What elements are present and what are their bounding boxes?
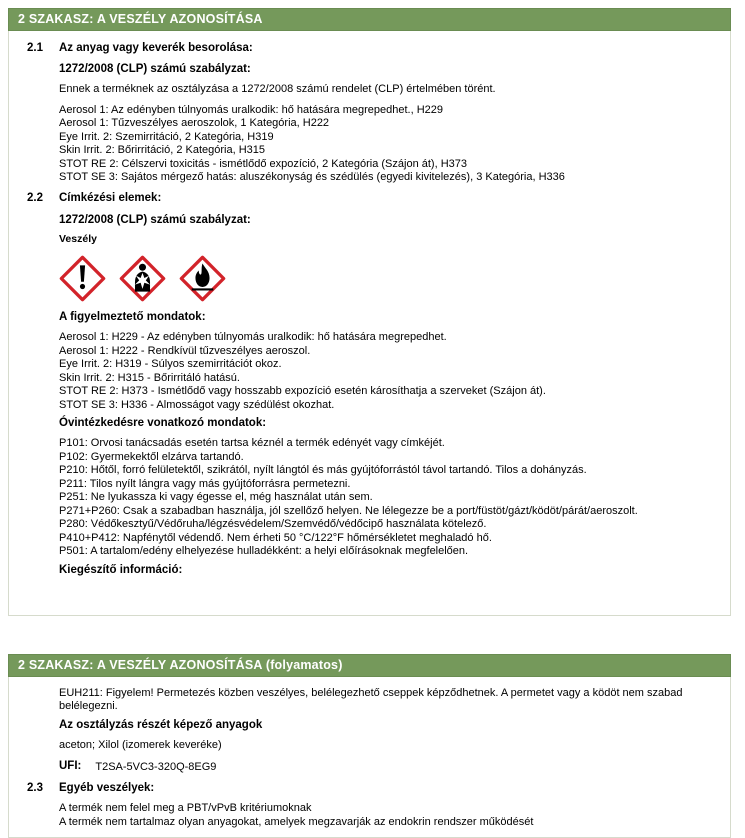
hazard-statement-line: Skin Irrit. 2: H315 - Bőrirritáló hatású. xyxy=(59,372,720,386)
ufi-label: UFI: xyxy=(59,760,81,773)
hazard-statement-line: Aerosol 1: H229 - Az edényben túlnyomás uralkodik: hő hatására megrepedhet. xyxy=(59,331,720,345)
components-line: aceton; Xilol (izomerek keveréke) xyxy=(59,739,720,753)
classification-line: Skin Irrit. 2: Bőrirritáció, 2 Kategória, H315 xyxy=(59,144,720,158)
hazard-statements-heading: A figyelmeztető mondatok: xyxy=(59,310,720,324)
classification-list xyxy=(59,104,720,185)
precautionary-statement-line: P251: Ne lyukassza ki vagy égesse el, még használat után sem. xyxy=(59,491,720,505)
section-hazard-identification-continued xyxy=(8,654,731,838)
section-header: 2 SZAKASZ: A VESZÉLY AZONOSÍTÁSA xyxy=(8,8,731,31)
ufi-value: T2SA-5VC3-320Q-8EG9 xyxy=(95,760,216,773)
components-heading: Az osztályzás részét képező anyagok xyxy=(59,718,720,732)
precautionary-statements-list xyxy=(59,437,720,559)
classification-line: Eye Irrit. 2: Szemirritáció, 2 Kategória, H319 xyxy=(59,131,720,145)
ghs02-flame-icon xyxy=(179,255,226,302)
ghs-pictograms xyxy=(59,255,720,302)
subsection-2-2 xyxy=(19,191,720,607)
precautionary-statement-line: P280: Védőkesztyű/Védőruha/légzésvédelem/Szemvédő/védőcipő használata kötelező. xyxy=(59,518,720,532)
regulation-subtitle: 1272/2008 (CLP) számú szabályzat: xyxy=(59,62,720,76)
precautionary-statement-line: P271+P260: Csak a szabadban használja, jól szellőző helyen. Ne lélegezze be a port/füstöt/gázt/ködöt/párát/aeroszolt. xyxy=(59,505,720,519)
subsection-number: 2.2 xyxy=(19,191,59,607)
subsection-title: Címkézési elemek: xyxy=(59,191,720,205)
other-hazard-line: A termék nem felel meg a PBT/vPvB kritériumoknak xyxy=(59,802,720,816)
classification-intro: Ennek a terméknek az osztályzása a 1272/2008 számú rendelet (CLP) értelmében törént. xyxy=(59,83,720,97)
supplemental-info-heading: Kiegészítő információ: xyxy=(59,563,720,577)
section-header: 2 SZAKASZ: A VESZÉLY AZONOSÍTÁSA (folyamatos) xyxy=(8,654,731,677)
other-hazards-list xyxy=(59,802,720,829)
ufi-row xyxy=(59,760,720,773)
classification-line: Aerosol 1: Tűzveszélyes aeroszolok, 1 Kategória, H222 xyxy=(59,117,720,131)
precautionary-statement-line: P101: Orvosi tanácsadás esetén tartsa kéznél a termék edényét vagy címkéjét. xyxy=(59,437,720,451)
subsection-number-spacer xyxy=(19,687,59,774)
hazard-statement-line: Aerosol 1: H222 - Rendkívül tűzveszélyes aeroszol. xyxy=(59,345,720,359)
precautionary-statements-heading: Óvintézkedésre vonatkozó mondatok: xyxy=(59,416,720,430)
hazard-statement-line: STOT SE 3: H336 - Almosságot vagy szédülést okozhat. xyxy=(59,399,720,413)
ghs08-health-hazard-icon xyxy=(119,255,166,302)
hazard-statements-list xyxy=(59,331,720,412)
empty-space xyxy=(59,577,720,607)
precautionary-statement-line: P102: Gyermekektől elzárva tartandó. xyxy=(59,451,720,465)
regulation-subtitle: 1272/2008 (CLP) számú szabályzat: xyxy=(59,213,720,227)
subsection-number: 2.1 xyxy=(19,41,59,185)
hazard-statement-line: STOT RE 2: H373 - Ismétlődő vagy hosszabb expozíció esetén károsíthatja a szerveket (Szájon át). xyxy=(59,385,720,399)
subsection-title: Egyéb veszélyek: xyxy=(59,781,720,795)
classification-line: STOT RE 2: Célszervi toxicitás - ismétlődő expozíció, 2 Kategória (Szájon át), H373 xyxy=(59,158,720,172)
subsection-2-1 xyxy=(19,41,720,185)
precautionary-statement-line: P210: Hőtől, forró felületektől, szikrától, nyílt lángtól és más gyújtóforrástól távol tartandó. Tilos a dohányzás. xyxy=(59,464,720,478)
euh-block xyxy=(19,687,720,774)
section-hazard-identification xyxy=(8,8,731,616)
euh-statement: EUH211: Figyelem! Permetezés közben veszélyes, belélegezhető cseppek képződhetnek. A permetet vagy a ködöt nem szabad belélegezni. xyxy=(59,687,720,714)
ghs07-exclamation-icon xyxy=(59,255,106,302)
other-hazard-line: A termék nem tartalmaz olyan anyagokat, amelyek megzavarják az endokrin rendszer működését xyxy=(59,816,720,830)
subsection-2-3 xyxy=(19,781,720,829)
section-body xyxy=(8,677,731,838)
classification-line: Aerosol 1: Az edényben túlnyomás uralkodik: hő hatására megrepedhet., H229 xyxy=(59,104,720,118)
hazard-statement-line: Eye Irrit. 2: H319 - Súlyos szemirritációt okoz. xyxy=(59,358,720,372)
subsection-number: 2.3 xyxy=(19,781,59,829)
precautionary-statement-line: P211: Tilos nyílt lángra vagy más gyújtóforrásra permetezni. xyxy=(59,478,720,492)
classification-line: STOT SE 3: Sajátos mérgező hatás: aluszékonyság és szédülés (egyedi kivitelezés), 3 Kategória, H336 xyxy=(59,171,720,185)
precautionary-statement-line: P501: A tartalom/edény elhelyezése hulladékként: a helyi előírásoknak megfelelően. xyxy=(59,545,720,559)
signal-word: Veszély xyxy=(59,233,720,247)
section-body xyxy=(8,31,731,616)
precautionary-statement-line: P410+P412: Napfénytől védendő. Nem érheti 50 °C/122°F hőmérsékletet meghaladó hő. xyxy=(59,532,720,546)
subsection-title: Az anyag vagy keverék besorolása: xyxy=(59,41,720,55)
